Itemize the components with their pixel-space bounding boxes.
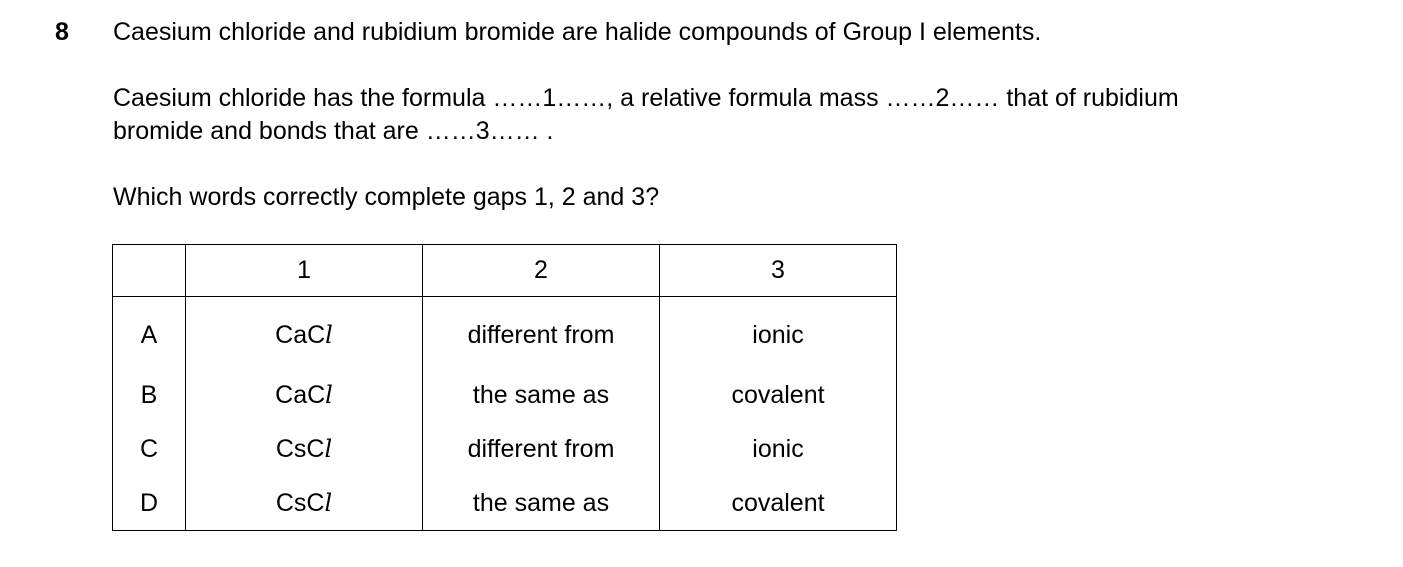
formula-suffix: l — [324, 488, 333, 517]
option-gap-3: ionic — [660, 297, 897, 369]
option-key: B — [113, 368, 186, 422]
formula-suffix: l — [324, 434, 333, 463]
option-gap-3: covalent — [660, 368, 897, 422]
formula-suffix: l — [325, 320, 333, 349]
answer-options-table — [112, 244, 897, 531]
header-gap-2: 2 — [423, 245, 660, 297]
formula-suffix: l — [325, 380, 333, 409]
option-gap-2: the same as — [423, 476, 660, 531]
question-statement-line-1: Caesium chloride has the formula ……1……, a relative formula mass ……2…… that of rubidium — [113, 84, 1179, 112]
option-key: C — [113, 422, 186, 476]
option-gap-2: different from — [423, 422, 660, 476]
option-gap-2: different from — [423, 297, 660, 369]
table-header-row — [113, 245, 897, 297]
option-row-b[interactable] — [113, 368, 897, 422]
question-statement-line-2: bromide and bonds that are ……3…… . — [113, 117, 554, 145]
formula-prefix: CaC — [275, 320, 326, 349]
option-gap-2: the same as — [423, 368, 660, 422]
option-formula — [186, 297, 423, 369]
option-key: D — [113, 476, 186, 531]
question-intro: Caesium chloride and rubidium bromide are halide compounds of Group I elements. — [113, 18, 1042, 46]
option-row-c[interactable] — [113, 422, 897, 476]
header-gap-3: 3 — [660, 245, 897, 297]
option-gap-3: ionic — [660, 422, 897, 476]
question-prompt: Which words correctly complete gaps 1, 2 and 3? — [113, 183, 660, 211]
formula-prefix: CsC — [275, 488, 325, 517]
option-gap-3: covalent — [660, 476, 897, 531]
option-row-a[interactable] — [113, 297, 897, 369]
option-row-d[interactable] — [113, 476, 897, 531]
option-formula — [186, 368, 423, 422]
formula-prefix: CsC — [275, 434, 325, 463]
header-key-cell — [113, 245, 186, 297]
question-number: 8 — [55, 18, 69, 46]
option-formula — [186, 476, 423, 531]
option-formula — [186, 422, 423, 476]
formula-prefix: CaC — [275, 380, 326, 409]
header-gap-1: 1 — [186, 245, 423, 297]
option-key: A — [113, 297, 186, 369]
